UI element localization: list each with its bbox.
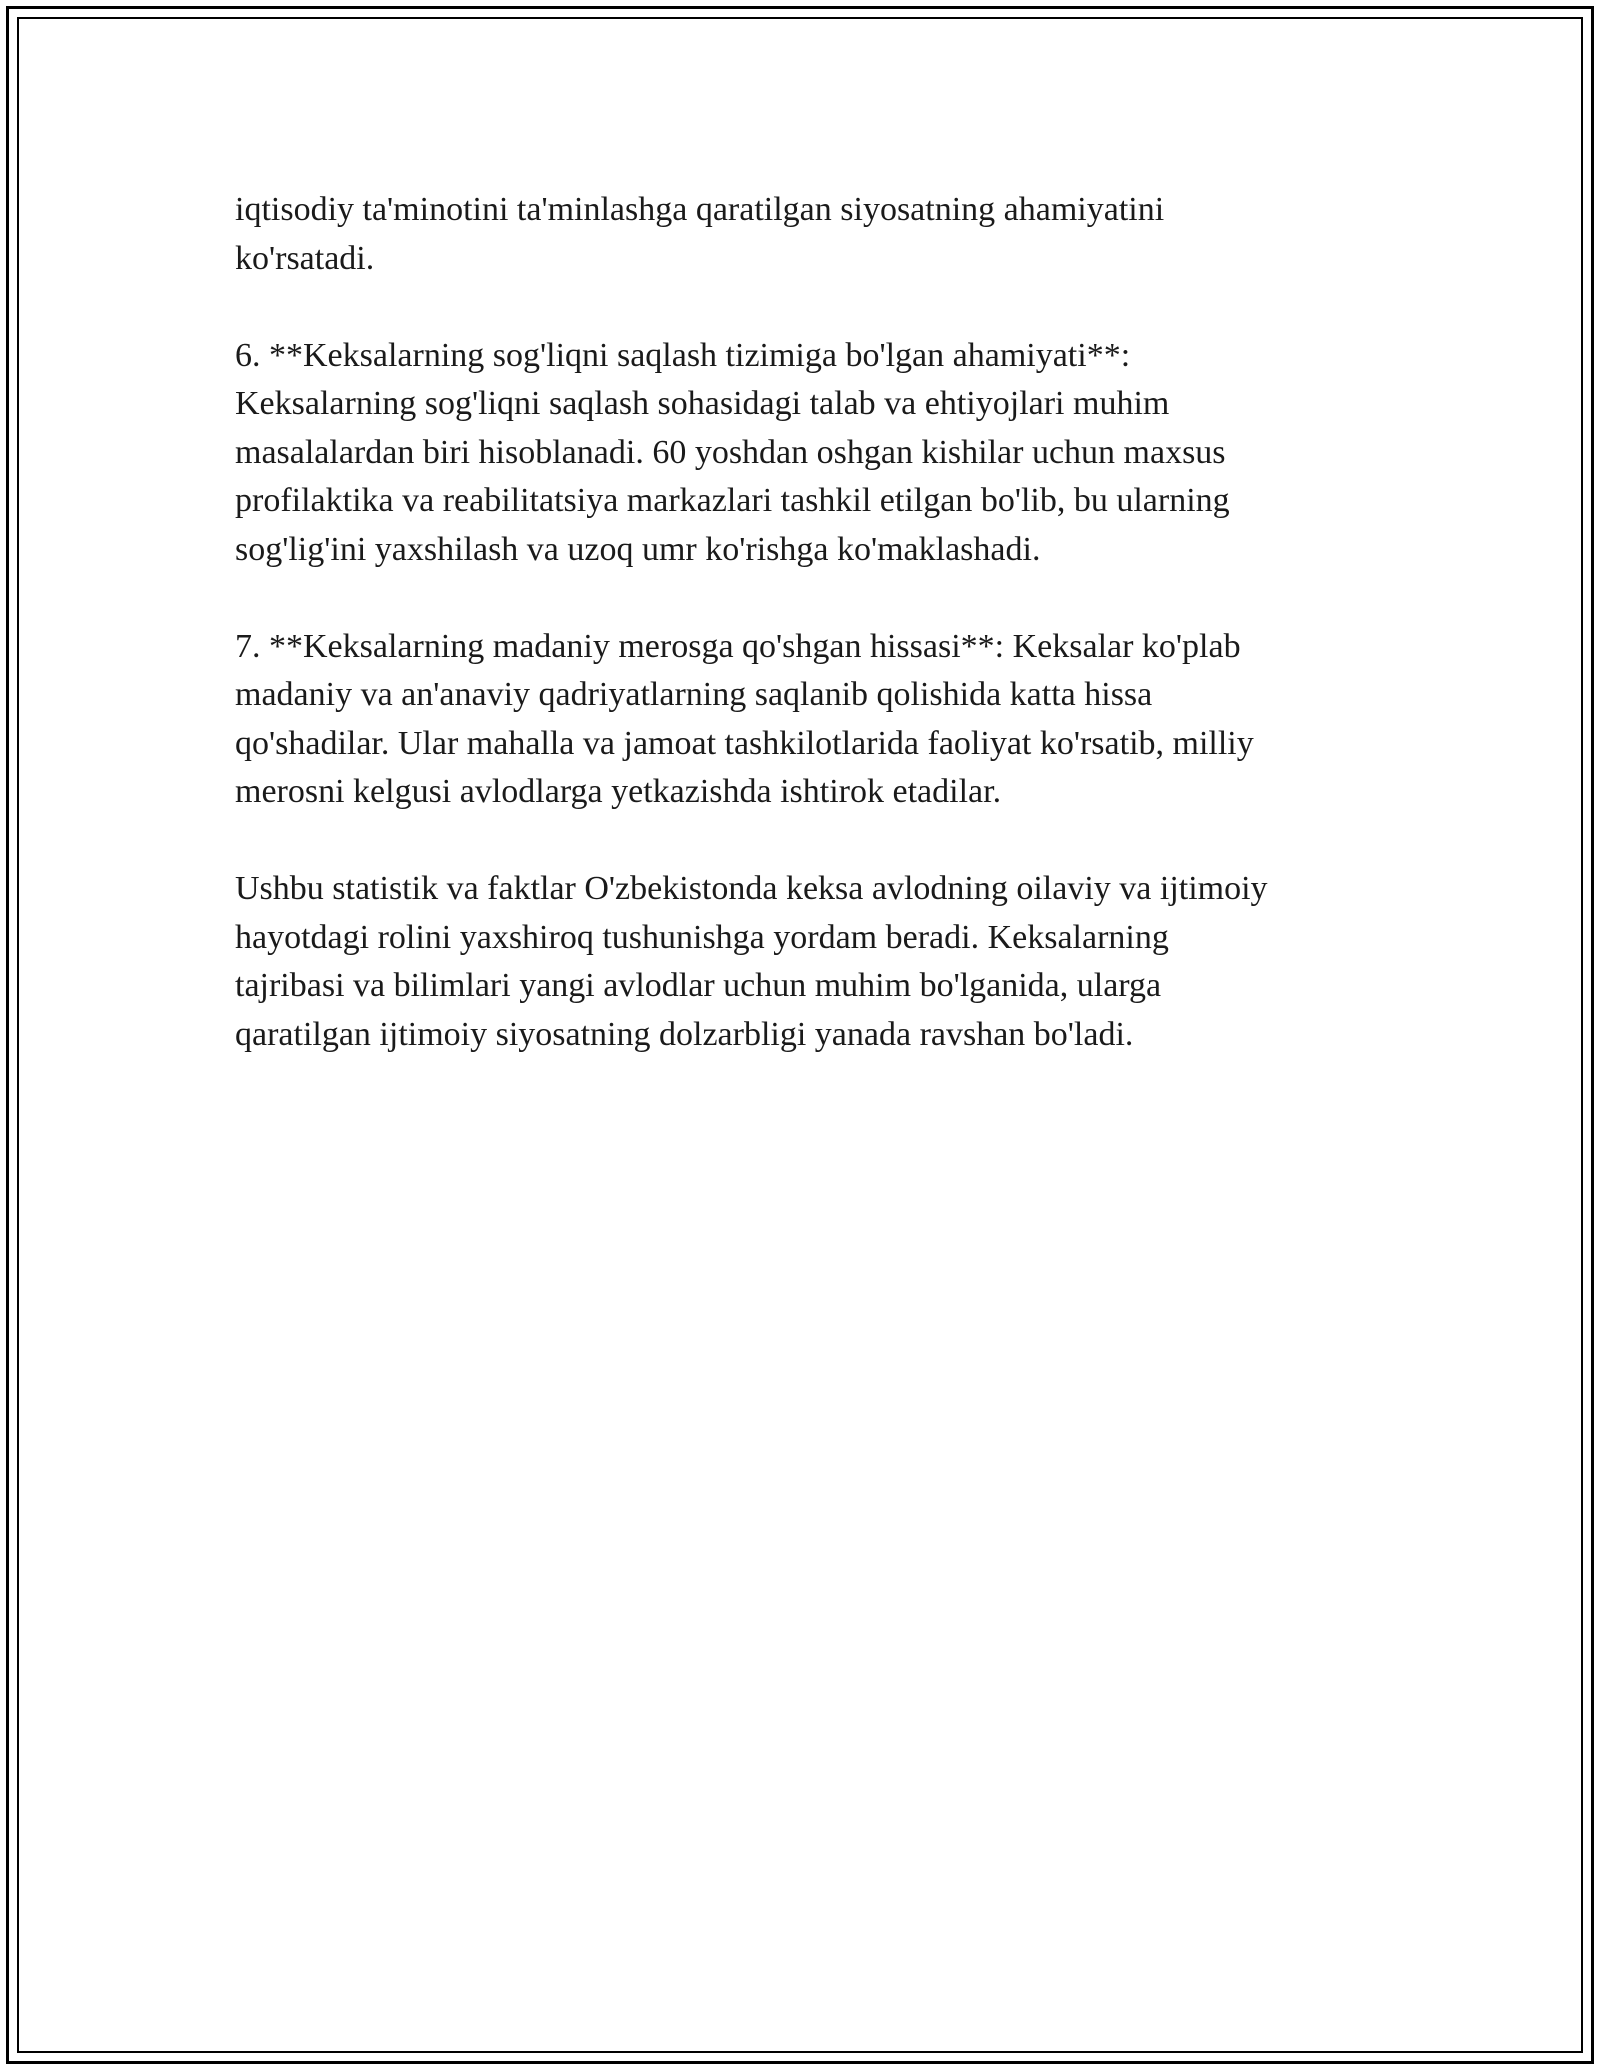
- paragraph-continuation: iqtisodiy ta'minotini ta'minlashga qaratilgan siyosatning ahamiyatini ko'rsatadi.: [235, 191, 1165, 277]
- paragraph-item-6: 6. **Keksalarning sog'liqni saqlash tizimiga bo'lgan ahamiyati**: Keksalarning sog'liqni saqlash sohasidagi talab va ehtiyojlari muhim masalalardan biri hisoblanadi. 60 yoshdan oshgan kishilar uchun maxsus profilaktika va reabilitatsiya markazlari tashkil etilgan bo'lib, bu ularning sog'lig'ini yaxshilash va uzoq umr ko'rishga ko'maklashadi.: [235, 336, 1230, 568]
- document-body: [235, 186, 1365, 1108]
- paragraph-conclusion: Ushbu statistik va faktlar O'zbekistonda keksa avlodning oilaviy va ijtimoiy hayotdagi rolini yaxshiroq tushunishga yordam beradi. Keksalarning tajribasi va bilimlari yangi avlodlar uchun muhim bo'lganida, ularga qaratilgan ijtimoiy siyosatning dolzarbligi yanada ravshan bo'ladi.: [235, 870, 1268, 1053]
- paragraph-item-7: 7. **Keksalarning madaniy merosga qo'shgan hissasi**: Keksalar ko'plab madaniy va an'anaviy qadriyatlarning saqlanib qolishida katta hissa qo'shadilar. Ular mahalla va jamoat tashkilotlarida faoliyat ko'rsatib, milliy merosni kelgusi avlodlarga yetkazishda ishtirok etadilar.: [235, 627, 1254, 810]
